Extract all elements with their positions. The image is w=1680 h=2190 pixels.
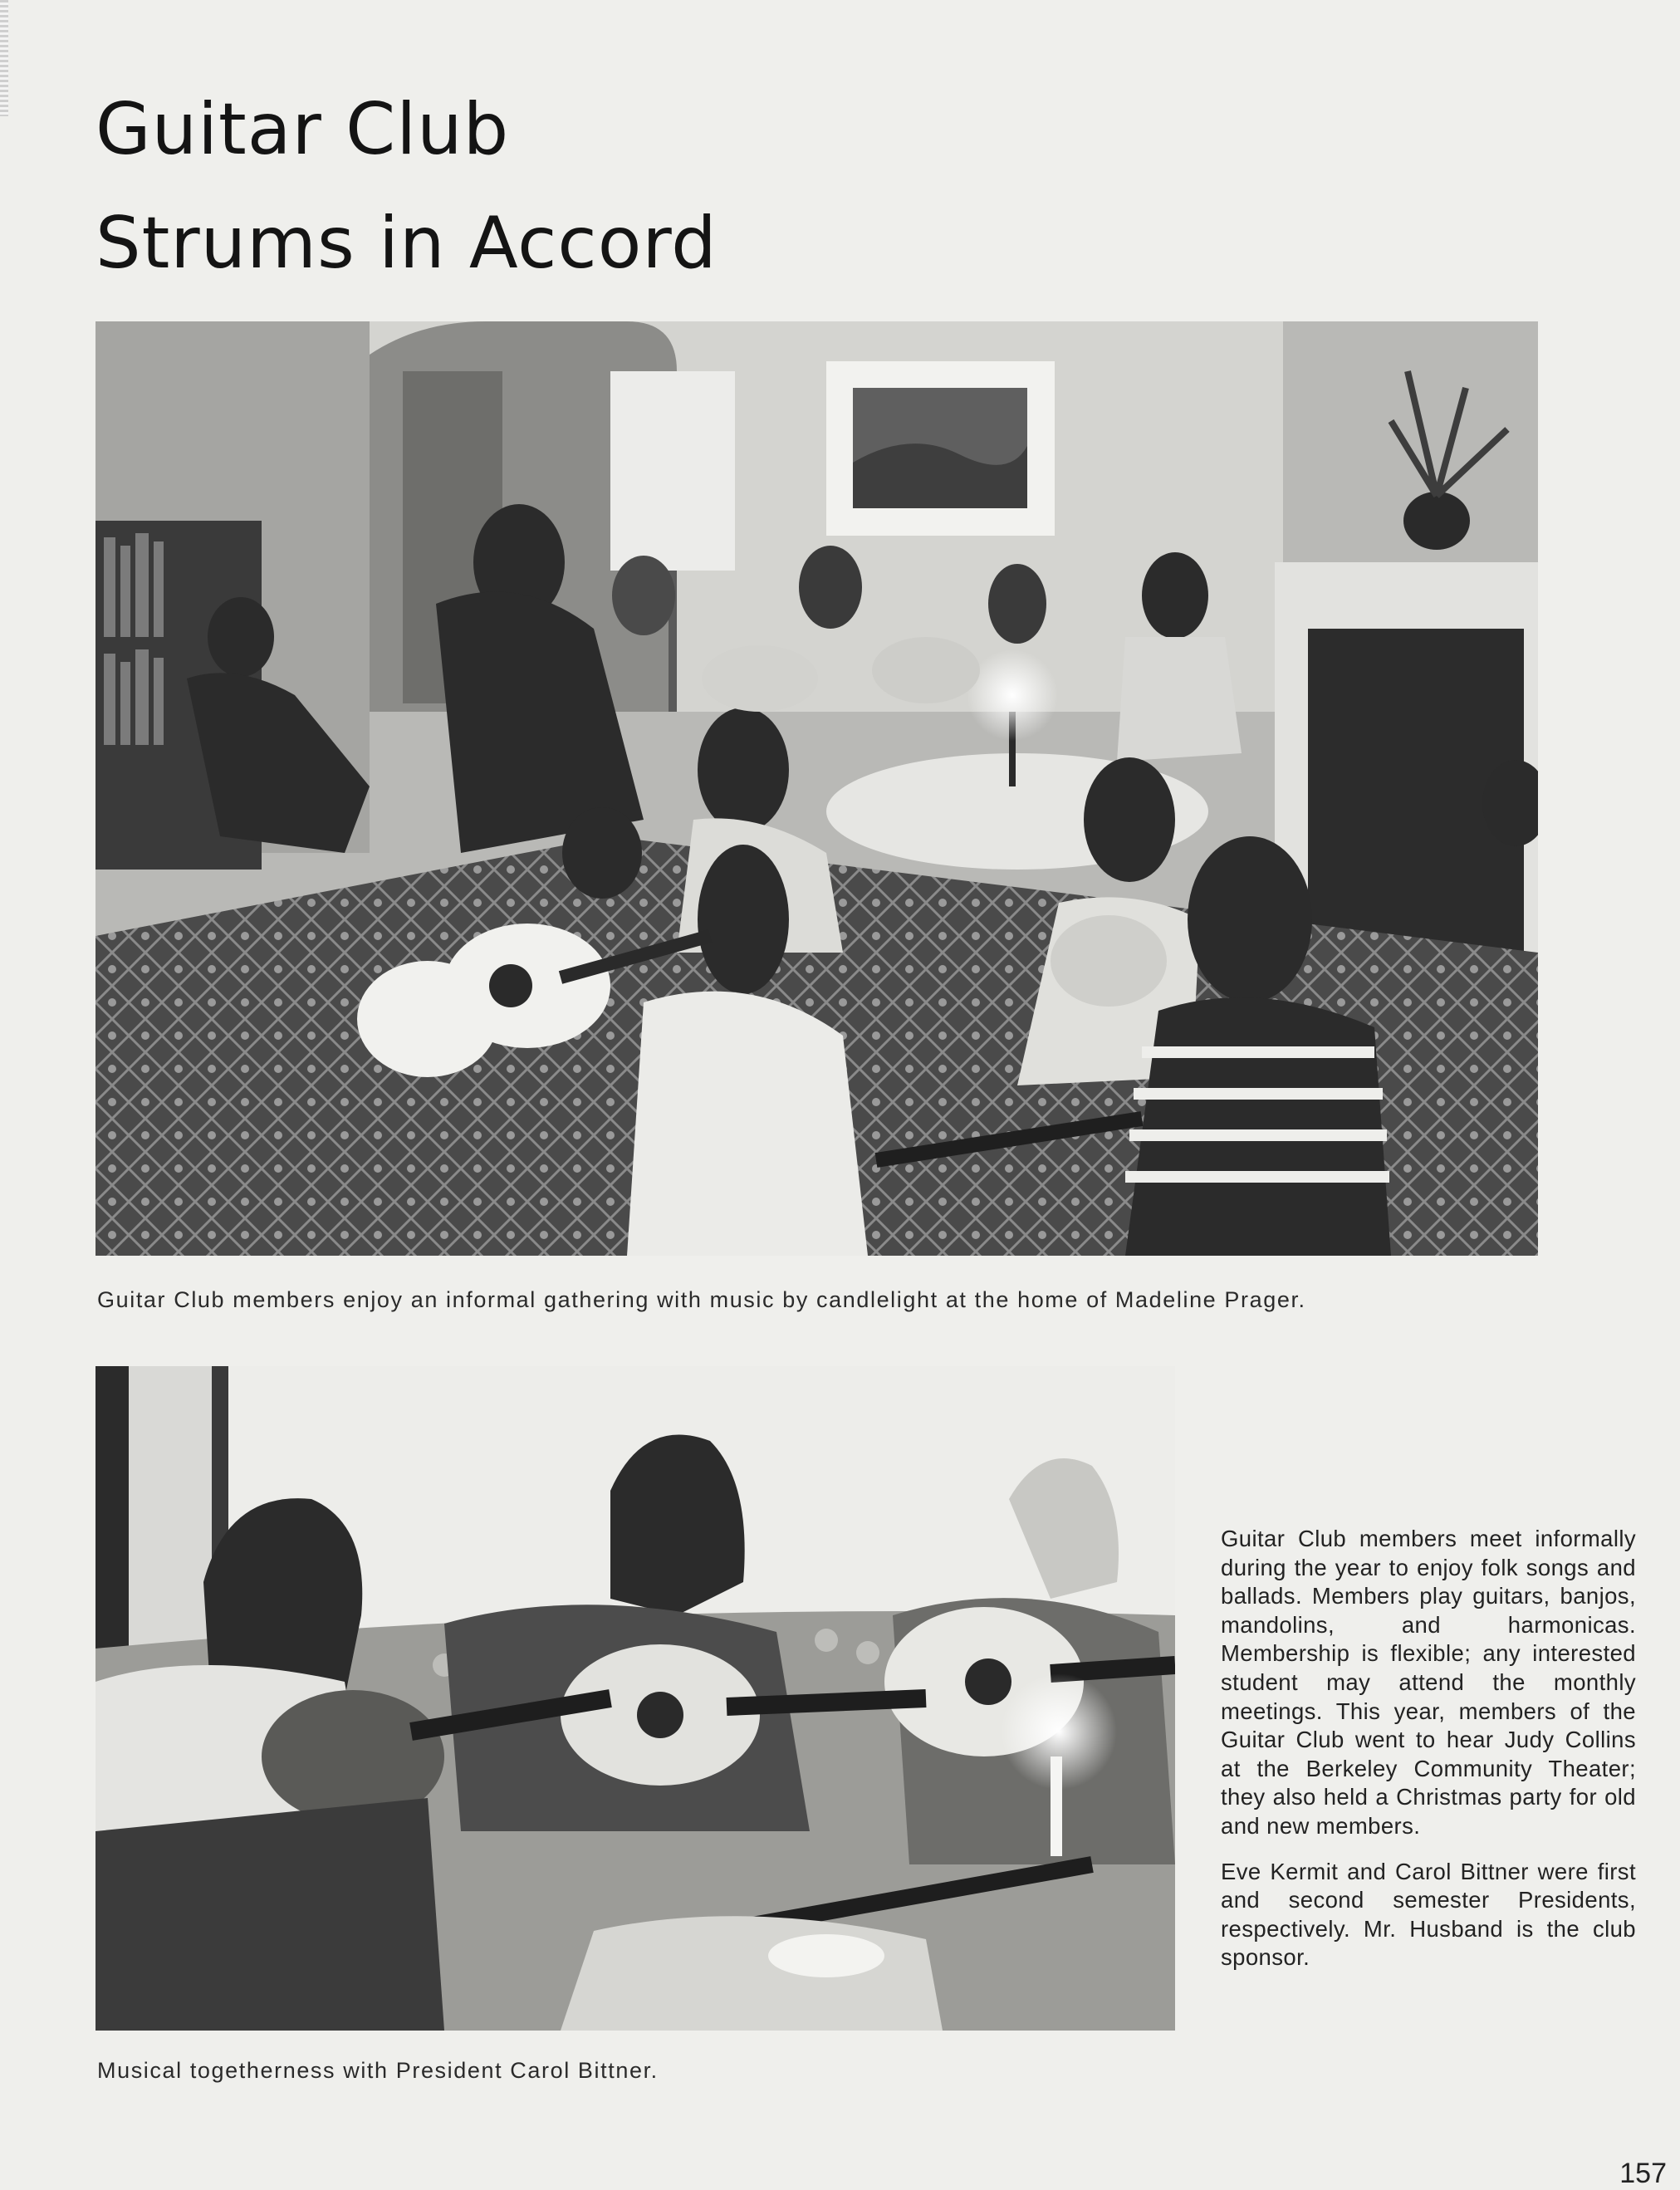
photo-caption-2: Musical togetherness with President Carol Bittner. <box>97 2058 659 2083</box>
page-number: 157 <box>1619 2158 1667 2189</box>
binding-edge <box>0 0 8 116</box>
article-paragraph: Eve Kermit and Carol Bittner were first and second semester Presidents, respectively. Mr. Husband is the club sponsor. <box>1221 1858 1636 1971</box>
article-body <box>1221 1525 1636 1989</box>
photo-musical-togetherness <box>96 1366 1175 2031</box>
photo-candlelight-gathering <box>96 321 1538 1256</box>
article-paragraph: Guitar Club members meet informally during the year to enjoy folk songs and ballads. Members play guitars, banjos, mandolins, and harmonicas. Membership is flexible; any interested student may attend the monthly meetings. This year, members of the Guitar Club went to hear Judy Collins at the Berkeley Community Theater; they also held a Christmas party for old and new members. <box>1221 1526 1636 1839</box>
photo-caption-1: Guitar Club members enjoy an informal gathering with music by candlelight at the home of Madeline Prager. <box>97 1287 1306 1312</box>
page-title-line-2: Strums in Accord <box>96 202 718 285</box>
page-title <box>96 73 718 301</box>
page-title-line-1: Guitar Club <box>96 88 510 171</box>
photo-candlelight-gathering-image <box>96 321 1538 1256</box>
photo-musical-togetherness-image <box>96 1366 1175 2031</box>
